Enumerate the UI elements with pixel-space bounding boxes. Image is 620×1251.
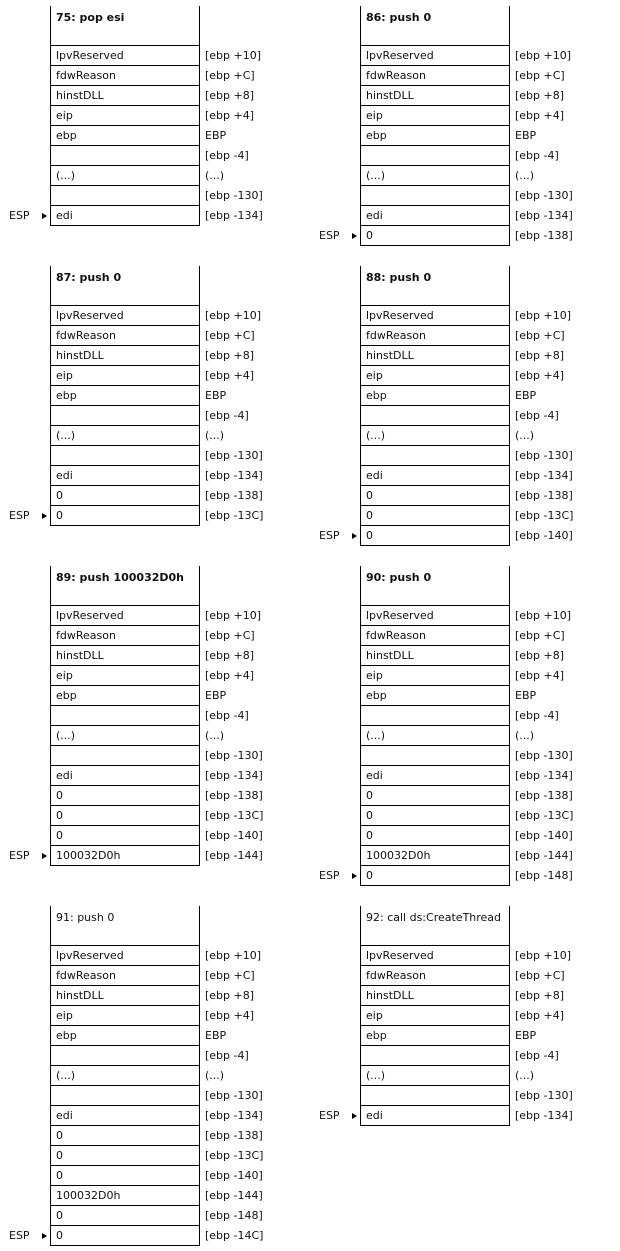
stack-slot-offset: [ebp +C] <box>205 329 255 342</box>
stack-slot-value: 0 <box>360 786 510 806</box>
stack-slot-offset: [ebp -4] <box>515 149 559 162</box>
stack-slot-value: 0 <box>360 486 510 506</box>
stack-slot-offset: [ebp +C] <box>205 69 255 82</box>
stack-slot-offset: [ebp -138] <box>205 489 263 502</box>
stack-slot-offset: [ebp -138] <box>515 789 573 802</box>
stack-slot-value: (...) <box>360 1066 510 1086</box>
stack-slot-value: lpvReserved <box>50 46 200 66</box>
stack-slot-value: ebp <box>50 686 200 706</box>
stack-slot-value: (...) <box>360 426 510 446</box>
frame-header <box>360 6 510 46</box>
stack-slot-offset: [ebp -134] <box>205 1109 263 1122</box>
frame-header <box>50 906 200 946</box>
stack-slot-offset: [ebp +C] <box>515 969 565 982</box>
stack-slot-offset: [ebp -130] <box>205 749 263 762</box>
stack-slot-offset: (...) <box>515 169 535 182</box>
stack-slot-value: 0 <box>360 866 510 886</box>
stack-slot-offset: [ebp +10] <box>515 609 572 622</box>
frame-header <box>360 266 510 306</box>
stack-slot-value: 0 <box>360 806 510 826</box>
stack-slot-offset: [ebp +8] <box>515 89 565 102</box>
stack-slot-value: fdwReason <box>360 326 510 346</box>
stack-slot-offset: [ebp -4] <box>515 409 559 422</box>
stack-slot-value: lpvReserved <box>360 306 510 326</box>
esp-pointer <box>319 526 357 546</box>
stack-slot-value: eip <box>360 666 510 686</box>
stack-slot-value: hinstDLL <box>50 646 200 666</box>
arrow-right-icon <box>42 1233 47 1239</box>
stack-slot-value <box>360 1046 510 1066</box>
stack-slot-value: 0 <box>360 506 510 526</box>
stack-slot-value: hinstDLL <box>360 986 510 1006</box>
stack-slot-offset: [ebp +10] <box>205 949 262 962</box>
stack-slot-value: ebp <box>360 1026 510 1046</box>
stack-slot-offset: [ebp -134] <box>515 1109 573 1122</box>
stack-slot-value <box>50 146 200 166</box>
stack-slot-offset: [ebp -134] <box>205 769 263 782</box>
stack-slot-offset: [ebp +4] <box>205 109 255 122</box>
stack-slot-value: lpvReserved <box>50 606 200 626</box>
stack-slot-value: 0 <box>50 1166 200 1186</box>
stack-slot-value: hinstDLL <box>50 346 200 366</box>
frame-title: 75: pop esi <box>56 11 125 24</box>
stack-slot-value: 0 <box>50 486 200 506</box>
stack-slot-value <box>360 406 510 426</box>
stack-slot-value: (...) <box>50 1066 200 1086</box>
stack-slot-offset: [ebp -13C] <box>515 809 574 822</box>
stack-slot-value: 0 <box>50 806 200 826</box>
stack-slot-value <box>360 146 510 166</box>
stack-slot-offset: [ebp +8] <box>515 989 565 1002</box>
stack-slot-value: edi <box>360 766 510 786</box>
frame-header <box>50 566 200 606</box>
arrow-right-icon <box>352 873 357 879</box>
frame-title: 86: push 0 <box>366 11 432 24</box>
stack-slot-value: ebp <box>360 686 510 706</box>
stack-slot-value: eip <box>50 366 200 386</box>
esp-pointer <box>319 226 357 246</box>
stack-slot-offset: [ebp -140] <box>205 1169 263 1182</box>
stack-slot-offset: [ebp -130] <box>515 189 573 202</box>
stack-slot-offset: (...) <box>515 1069 535 1082</box>
stack-slot-offset: [ebp +C] <box>205 969 255 982</box>
stack-slot-offset: [ebp -144] <box>515 849 573 862</box>
stack-slot-offset: [ebp +4] <box>515 109 565 122</box>
stack-slot-offset: [ebp -4] <box>515 709 559 722</box>
esp-pointer <box>319 866 357 886</box>
stack-slot-offset: [ebp +10] <box>515 49 572 62</box>
stack-slot-offset: [ebp -134] <box>205 469 263 482</box>
esp-label: ESP <box>319 869 340 882</box>
stack-slot-value: (...) <box>50 426 200 446</box>
stack-slot-offset: [ebp -130] <box>205 189 263 202</box>
stack-slot-offset: [ebp -14C] <box>205 1229 264 1242</box>
stack-slot-value: fdwReason <box>50 326 200 346</box>
stack-slot-value: edi <box>50 206 200 226</box>
stack-slot-value: eip <box>50 666 200 686</box>
stack-slot-value: edi <box>50 466 200 486</box>
stack-slot-value: eip <box>360 106 510 126</box>
stack-slot-value <box>360 706 510 726</box>
stack-slot-offset: [ebp +8] <box>205 349 255 362</box>
stack-slot-value <box>50 706 200 726</box>
frame-header <box>50 6 200 46</box>
stack-slot-value: edi <box>50 1106 200 1126</box>
stack-slot-value: edi <box>360 1106 510 1126</box>
stack-slot-offset: [ebp -138] <box>515 489 573 502</box>
stack-slot-value: hinstDLL <box>50 86 200 106</box>
frame-title: 87: push 0 <box>56 271 122 284</box>
stack-slot-value: lpvReserved <box>50 306 200 326</box>
stack-slot-offset: (...) <box>515 729 535 742</box>
stack-slot-value: ebp <box>50 386 200 406</box>
stack-slot-offset: [ebp -4] <box>205 1049 249 1062</box>
stack-slot-value: fdwReason <box>50 966 200 986</box>
stack-slot-offset: EBP <box>515 389 537 402</box>
stack-slot-value <box>50 446 200 466</box>
stack-slot-offset: EBP <box>515 129 537 142</box>
stack-slot-value <box>360 446 510 466</box>
stack-slot-offset: [ebp -144] <box>205 1189 263 1202</box>
stack-slot-offset: [ebp +10] <box>205 49 262 62</box>
stack-slot-offset: [ebp +8] <box>515 649 565 662</box>
stack-slot-offset: [ebp -4] <box>205 409 249 422</box>
esp-label: ESP <box>319 229 340 242</box>
esp-label: ESP <box>319 1109 340 1122</box>
stack-slot-offset: [ebp +C] <box>515 69 565 82</box>
stack-slot-value: hinstDLL <box>360 86 510 106</box>
stack-slot-offset: [ebp +4] <box>205 1009 255 1022</box>
stack-slot-value: 0 <box>360 226 510 246</box>
frame-title: 90: push 0 <box>366 571 432 584</box>
stack-slot-offset: EBP <box>205 389 227 402</box>
stack-slot-value <box>50 1046 200 1066</box>
stack-slot-value: lpvReserved <box>360 946 510 966</box>
stack-slot-offset: [ebp -130] <box>515 449 573 462</box>
stack-slot-offset: [ebp -13C] <box>205 509 264 522</box>
stack-slot-value: 100032D0h <box>360 846 510 866</box>
stack-slot-value: (...) <box>360 166 510 186</box>
stack-slot-offset: [ebp -130] <box>205 449 263 462</box>
stack-slot-offset: [ebp +10] <box>515 949 572 962</box>
stack-slot-value <box>360 186 510 206</box>
frame-title: 89: push 100032D0h <box>56 571 184 584</box>
stack-slot-offset: [ebp +C] <box>205 629 255 642</box>
stack-slot-value: fdwReason <box>50 626 200 646</box>
stack-slot-value: (...) <box>50 166 200 186</box>
stack-slot-value <box>360 746 510 766</box>
stack-slot-value <box>50 186 200 206</box>
stack-slot-offset: [ebp -140] <box>515 829 573 842</box>
stack-slot-offset: [ebp -134] <box>515 209 573 222</box>
stack-slot-offset: (...) <box>205 1069 225 1082</box>
stack-slot-offset: [ebp -4] <box>205 149 249 162</box>
stack-slot-offset: [ebp -140] <box>515 529 573 542</box>
stack-slot-value: 100032D0h <box>50 846 200 866</box>
stack-slot-value: hinstDLL <box>50 986 200 1006</box>
stack-slot-offset: (...) <box>205 429 225 442</box>
stack-slot-offset: (...) <box>515 429 535 442</box>
stack-slot-offset: EBP <box>205 689 227 702</box>
stack-slot-offset: [ebp +C] <box>515 329 565 342</box>
stack-slot-offset: [ebp +4] <box>515 369 565 382</box>
stack-slot-offset: EBP <box>515 689 537 702</box>
stack-slot-offset: EBP <box>205 1029 227 1042</box>
stack-slot-offset: [ebp -130] <box>515 1089 573 1102</box>
stack-slot-value: 0 <box>50 1206 200 1226</box>
stack-slot-value <box>50 406 200 426</box>
stack-slot-offset: [ebp +10] <box>205 609 262 622</box>
frame-title: 88: push 0 <box>366 271 432 284</box>
stack-slot-value: ebp <box>360 126 510 146</box>
stack-slot-offset: [ebp -13C] <box>205 1149 264 1162</box>
stack-slot-offset: [ebp +4] <box>205 369 255 382</box>
stack-slot-offset: [ebp -144] <box>205 849 263 862</box>
arrow-right-icon <box>352 233 357 239</box>
stack-slot-offset: [ebp -134] <box>515 769 573 782</box>
stack-slot-value: edi <box>50 766 200 786</box>
stack-slot-value <box>50 746 200 766</box>
stack-slot-value: eip <box>50 1006 200 1026</box>
stack-slot-offset: [ebp -138] <box>205 1129 263 1142</box>
stack-slot-value: hinstDLL <box>360 346 510 366</box>
stack-slot-value: edi <box>360 466 510 486</box>
stack-slot-offset: [ebp +8] <box>205 649 255 662</box>
stack-slot-offset: [ebp -148] <box>515 869 573 882</box>
esp-label: ESP <box>319 529 340 542</box>
stack-slot-offset: [ebp -130] <box>205 1089 263 1102</box>
stack-slot-value: 0 <box>50 786 200 806</box>
stack-slot-offset: [ebp +4] <box>515 1009 565 1022</box>
stack-slot-value: 0 <box>50 1126 200 1146</box>
stack-slot-value: 100032D0h <box>50 1186 200 1206</box>
esp-label: ESP <box>9 209 30 222</box>
stack-slot-offset: EBP <box>205 129 227 142</box>
stack-slot-value: lpvReserved <box>360 606 510 626</box>
stack-slot-offset: [ebp -140] <box>205 829 263 842</box>
stack-slot-value: ebp <box>50 1026 200 1046</box>
stack-slot-value: 0 <box>50 1146 200 1166</box>
stack-slot-value: ebp <box>50 126 200 146</box>
stack-slot-offset: (...) <box>205 169 225 182</box>
stack-slot-value: eip <box>360 366 510 386</box>
frame-header <box>50 266 200 306</box>
stack-slot-offset: [ebp -130] <box>515 749 573 762</box>
stack-slot-value: fdwReason <box>360 66 510 86</box>
arrow-right-icon <box>42 513 47 519</box>
stack-slot-offset: [ebp -138] <box>205 789 263 802</box>
stack-slot-offset: [ebp +8] <box>205 989 255 1002</box>
stack-slot-value: hinstDLL <box>360 646 510 666</box>
stack-slot-offset: EBP <box>515 1029 537 1042</box>
stack-slot-value <box>360 1086 510 1106</box>
stack-slot-offset: [ebp -4] <box>205 709 249 722</box>
esp-label: ESP <box>9 849 30 862</box>
stack-slot-value: ebp <box>360 386 510 406</box>
stack-slot-offset: [ebp -148] <box>205 1209 263 1222</box>
esp-pointer <box>319 1106 357 1126</box>
esp-pointer <box>9 1226 47 1246</box>
frame-title: 91: push 0 <box>56 911 115 924</box>
stack-slot-value: 0 <box>50 826 200 846</box>
stack-slot-offset: [ebp -134] <box>205 209 263 222</box>
esp-pointer <box>9 846 47 866</box>
stack-slot-offset: [ebp +8] <box>515 349 565 362</box>
stack-slot-value: fdwReason <box>50 66 200 86</box>
stack-slot-offset: [ebp +10] <box>515 309 572 322</box>
esp-label: ESP <box>9 509 30 522</box>
stack-slot-value: 0 <box>50 1226 200 1246</box>
stack-slot-value: 0 <box>360 826 510 846</box>
stack-slot-value: (...) <box>50 726 200 746</box>
stack-slot-value: (...) <box>360 726 510 746</box>
arrow-right-icon <box>42 853 47 859</box>
stack-slot-value: edi <box>360 206 510 226</box>
stack-slot-value: lpvReserved <box>50 946 200 966</box>
stack-slot-offset: [ebp -13C] <box>205 809 264 822</box>
stack-slot-value: 0 <box>50 506 200 526</box>
stack-slot-offset: [ebp -134] <box>515 469 573 482</box>
stack-slot-offset: (...) <box>205 729 225 742</box>
stack-slot-value: fdwReason <box>360 966 510 986</box>
arrow-right-icon <box>42 213 47 219</box>
stack-slot-offset: [ebp -4] <box>515 1049 559 1062</box>
esp-pointer <box>9 506 47 526</box>
stack-slot-offset: [ebp +C] <box>515 629 565 642</box>
stack-slot-offset: [ebp +4] <box>515 669 565 682</box>
stack-slot-offset: [ebp -138] <box>515 229 573 242</box>
frame-title: 92: call ds:CreateThread <box>366 911 502 924</box>
frame-header <box>360 906 510 946</box>
stack-slot-offset: [ebp +4] <box>205 669 255 682</box>
stack-slot-value <box>50 1086 200 1106</box>
arrow-right-icon <box>352 533 357 539</box>
stack-slot-value: eip <box>360 1006 510 1026</box>
esp-pointer <box>9 206 47 226</box>
stack-slot-value: eip <box>50 106 200 126</box>
stack-slot-value: fdwReason <box>360 626 510 646</box>
esp-label: ESP <box>9 1229 30 1242</box>
stack-slot-offset: [ebp -13C] <box>515 509 574 522</box>
arrow-right-icon <box>352 1113 357 1119</box>
frame-header <box>360 566 510 606</box>
stack-slot-offset: [ebp +8] <box>205 89 255 102</box>
stack-slot-value: 0 <box>360 526 510 546</box>
stack-slot-offset: [ebp +10] <box>205 309 262 322</box>
stack-slot-value: lpvReserved <box>360 46 510 66</box>
